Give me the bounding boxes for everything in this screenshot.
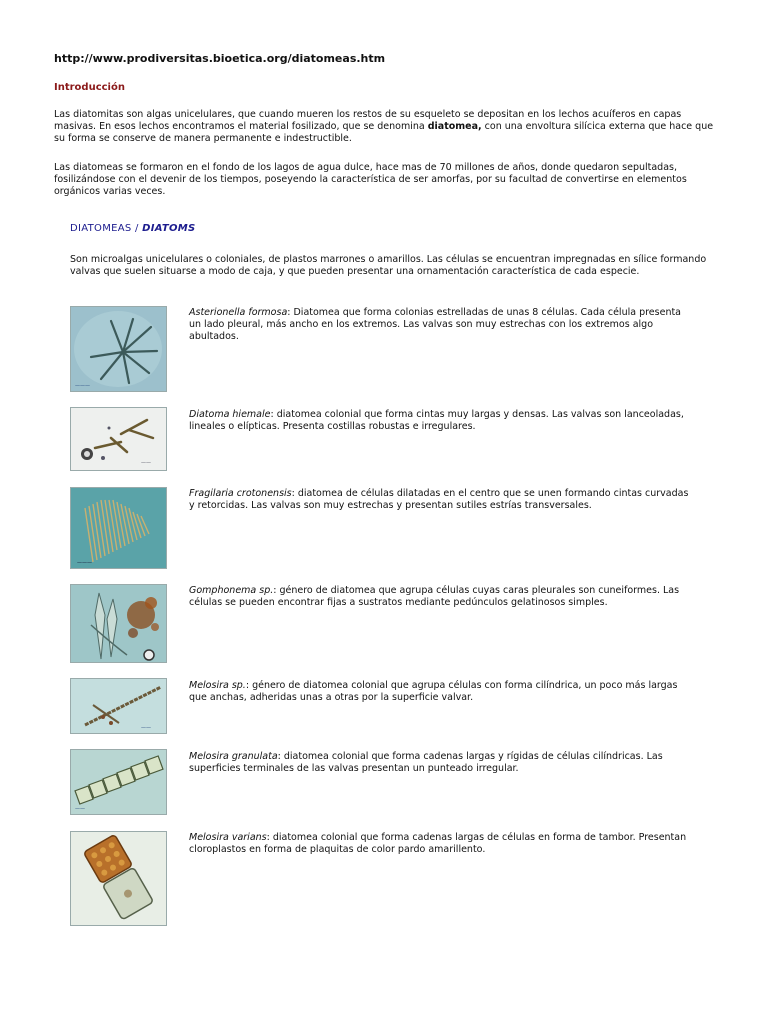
micrograph-melosira-varians-icon — [71, 832, 166, 925]
species-name: Melosira sp. — [189, 680, 246, 691]
p1-text-a: Las diatomitas son algas unicelulares, que cuando mueren los restos de su esqueleto se depositan en los lechos acuíferos en capas masivas. En esos lechos encontramos el material fosilizado, que se denomina — [54, 109, 682, 133]
micrograph-melosira-granulata-image — [70, 749, 167, 815]
micrograph-asterionella-image — [70, 306, 167, 392]
svg-text:———: ——— — [77, 560, 92, 566]
svg-text:——: —— — [75, 806, 85, 812]
svg-text:——: —— — [141, 460, 151, 466]
species-name: Gomphonema sp. — [189, 585, 274, 596]
intro-paragraph-2: Las diatomeas se formaron en el fondo de los lagos de agua dulce, hace mas de 70 millones de años, donde quedaron sepultadas, fosilizándose con el devenir de los tiempos, poseyendo la característica de ser amorfas, por su facultad de convertirse en elementos orgánicos varias veces. — [54, 162, 687, 198]
micrograph-melosira-varians-image — [70, 831, 167, 926]
micrograph-diatoma-icon — [71, 408, 166, 470]
p1-bold-term: diatomea, — [427, 121, 482, 133]
micrograph-diatoma-image — [70, 407, 167, 471]
diatoms-paragraph: Son microalgas unicelulares o coloniales, de plastos marrones o amarillos. Las células se encuentran impregnadas en sílice formando valvas que suelen situarse a modo de caja, y que pueden presentar una ornamentación característica de cada especie. — [70, 254, 707, 278]
micrograph-melosira-icon — [71, 679, 166, 733]
entry-diatoma — [189, 409, 689, 433]
svg-text:———: ——— — [75, 383, 90, 389]
micrograph-melosira-granulata-icon — [71, 750, 166, 814]
entry-asterionella — [189, 307, 689, 344]
species-name: Fragilaria crotonensis — [189, 488, 292, 499]
entry-melosira-granulata — [189, 751, 689, 775]
species-description: : diatomea de células dilatadas en el centro que se unen formando cintas curvadas y retorcidas. Las valvas son muy estrechas y presentan sutiles estrías transversales. — [189, 488, 689, 512]
species-name: Diatoma hiemale — [189, 409, 271, 420]
diatoms-heading-en: DIATOMS — [142, 223, 196, 234]
species-description: : Diatomea que forma colonias estrelladas de unas 8 células. Cada célula presenta un lado pleural, más ancho en los extremos. Las valvas son muy estrechas con los extremos algo abultados. — [189, 307, 682, 343]
page-url: http://www.prodiversitas.bioetica.org/diatomeas.htm — [54, 52, 386, 65]
svg-text:——: —— — [141, 725, 151, 731]
micrograph-gomphonema-image — [70, 584, 167, 663]
micrograph-melosira-image — [70, 678, 167, 734]
entry-melosira — [189, 680, 689, 704]
species-description: : género de diatomea colonial que agrupa células con forma cilíndrica, un poco más largas que anchas, adheridas unas a otras por la superficie valvar. — [189, 680, 678, 704]
micrograph-fragilaria-image — [70, 487, 167, 569]
entry-melosira-varians — [189, 832, 689, 856]
species-description: : diatomea colonial que forma cadenas largas y rígidas de células cilíndricas. Las superficies terminales de las valvas presentan un punteado irregular. — [189, 751, 663, 775]
species-description: : diatomea colonial que forma cintas muy largas y densas. Las valvas son lanceoladas, lineales o elípticas. Presenta costillas robustas e irregulares. — [189, 409, 684, 433]
diatoms-heading-es: DIATOMEAS / — [70, 223, 143, 234]
entry-fragilaria — [189, 488, 689, 512]
diatoms-heading — [70, 223, 196, 234]
intro-heading: Introducción — [54, 82, 125, 93]
micrograph-gomphonema-icon — [71, 585, 166, 662]
p1-text-b: con una envoltura silícica externa que hace que su forma se conserve de manera permanente e indestructible. — [54, 121, 714, 145]
species-description: : género de diatomea que agrupa células cuyas caras pleurales son cuneiformes. Las células se pueden encontrar fijas a sustratos mediante pedúnculos gelatinosos simples. — [189, 585, 680, 609]
species-description: : diatomea colonial que forma cadenas largas de células en forma de tambor. Presentan cloroplastos en forma de plaquitas de color pardo amarillento. — [189, 832, 687, 856]
species-name: Melosira granulata — [189, 751, 278, 762]
species-name: Asterionella formosa — [189, 307, 288, 318]
micrograph-asterionella-icon — [71, 307, 166, 391]
intro-paragraph-1 — [54, 109, 714, 146]
entry-gomphonema — [189, 585, 689, 609]
micrograph-fragilaria-icon — [71, 488, 166, 568]
species-name: Melosira varians — [189, 832, 267, 843]
